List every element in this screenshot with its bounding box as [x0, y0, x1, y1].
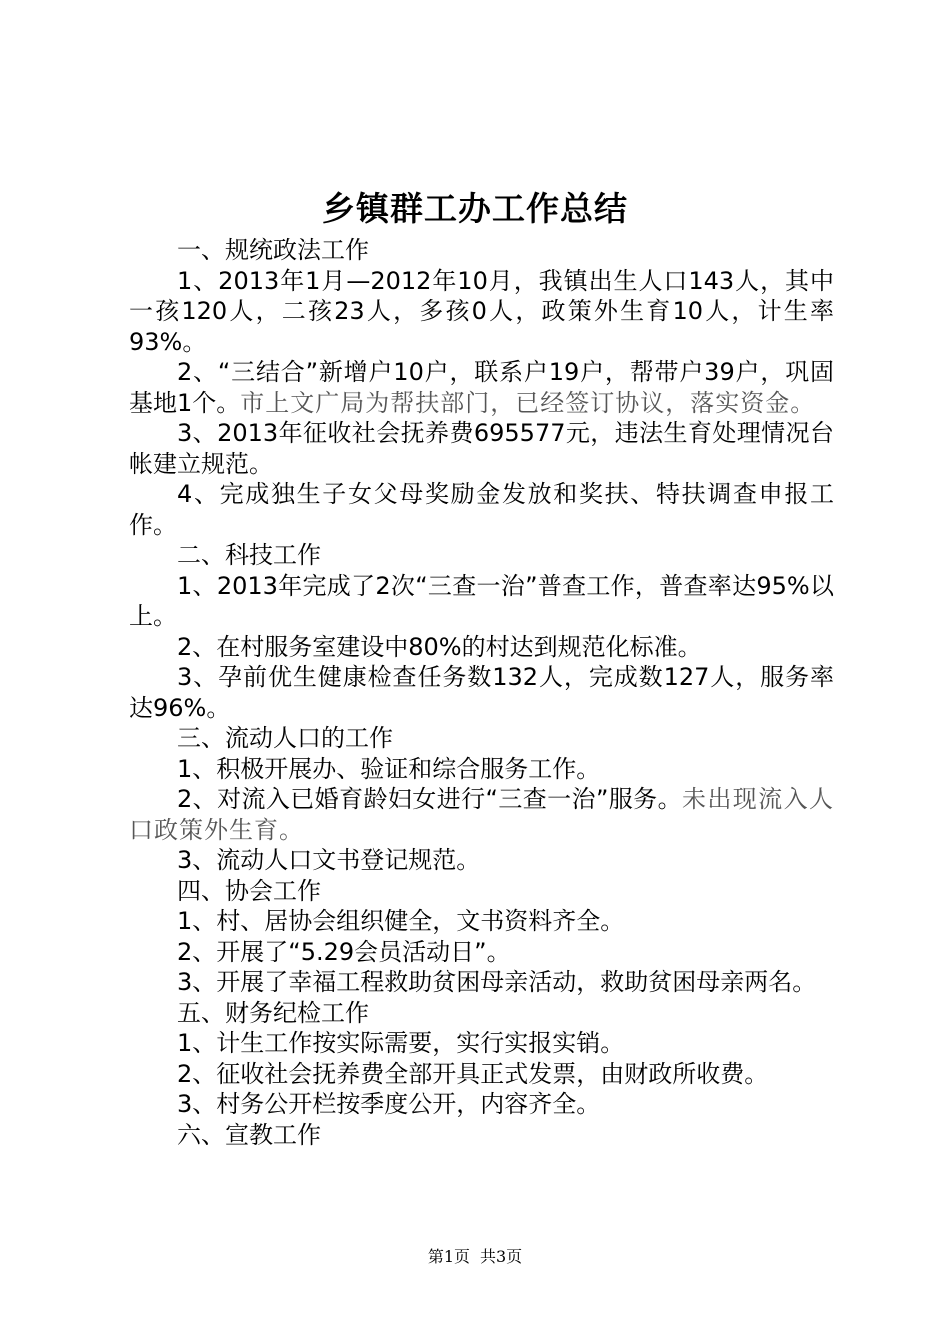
paragraph-text: 3、2013年征收社会抚养费695577元，违法生育处理情况台帐建立规范。	[129, 419, 834, 478]
paragraph	[129, 479, 834, 540]
section-heading	[129, 998, 834, 1029]
paragraph	[129, 754, 834, 785]
paragraph	[129, 967, 834, 998]
paragraph-text: 一、规统政法工作	[177, 236, 369, 264]
paragraph-text: 2、征收社会抚养费全部开具正式发票，由财政所收费。	[177, 1059, 769, 1088]
document-title: 乡镇群工办工作总结	[322, 189, 628, 228]
paragraph-text: 3、孕前优生健康检查任务数132人，完成数127人，服务率达96%。	[129, 663, 834, 722]
paragraph-text: 2、“三结合”新增户10户，联系户19户，帮带户39户，巩固基地1个。	[129, 358, 834, 417]
paragraph	[129, 845, 834, 876]
page-total: 共3页	[480, 1247, 523, 1266]
paragraph-text: 3、村务公开栏按季度公开，内容齐全。	[177, 1090, 601, 1118]
document-body	[129, 235, 834, 1150]
page-footer	[0, 1246, 950, 1268]
section-heading	[129, 876, 834, 907]
paragraph-text: 1、2013年1月—2012年10月，我镇出生人口143人，其中一孩120人，二孩23人，多孩0人，政策外生育10人，计生率93%。	[129, 266, 834, 356]
paragraph-text: 4、完成独生子女父母奖励金发放和奖扶、特扶调查申报工作。	[129, 480, 834, 539]
paragraph	[129, 662, 834, 723]
paragraph-text: 3、流动人口文书登记规范。	[177, 846, 481, 874]
section-heading	[129, 723, 834, 754]
paragraph	[129, 937, 834, 968]
paragraph-text: 3、开展了幸福工程救助贫困母亲活动，救助贫困母亲两名。	[177, 968, 817, 996]
page-number: 第1页	[427, 1247, 470, 1266]
paragraph	[129, 784, 834, 845]
paragraph	[129, 571, 834, 632]
paragraph-text: 1、村、居协会组织健全，文书资料齐全。	[177, 907, 625, 935]
paragraph	[129, 1028, 834, 1059]
paragraph-text: 1、2013年完成了2次“三查一治”普查工作，普查率达95%以上。	[129, 571, 834, 630]
paragraph	[129, 357, 834, 418]
paragraph	[129, 906, 834, 937]
paragraph-text: 2、开展了“5.29会员活动日”。	[177, 937, 511, 966]
paragraph-text: 三、流动人口的工作	[177, 724, 393, 752]
section-heading	[129, 235, 834, 266]
section-heading	[129, 1120, 834, 1151]
section-heading	[129, 540, 834, 571]
paragraph-text: 四、协会工作	[177, 876, 321, 905]
paragraph-text: 1、积极开展办、验证和综合服务工作。	[177, 754, 601, 783]
paragraph-text: 五、财务纪检工作	[177, 998, 369, 1027]
paragraph	[129, 418, 834, 479]
paragraph-text: 六、宣教工作	[177, 1120, 321, 1149]
paragraph-gray-text: 未出现流入人口政策外生育。	[129, 785, 834, 844]
paragraph	[129, 266, 834, 358]
paragraph-text: 1、计生工作按实际需要，实行实报实销。	[177, 1029, 625, 1057]
paragraph	[129, 632, 834, 663]
paragraph-text: 2、在村服务室建设中80%的村达到规范化标准。	[177, 632, 702, 661]
paragraph	[129, 1089, 834, 1120]
paragraph-gray-text: 市上文广局为帮扶部门，已经签订协议，落实资金。	[240, 388, 816, 417]
paragraph-text: 2、对流入已婚育龄妇女进行“三查一治”服务。	[177, 785, 682, 813]
paragraph	[129, 1059, 834, 1090]
paragraph-text: 二、科技工作	[177, 541, 321, 569]
